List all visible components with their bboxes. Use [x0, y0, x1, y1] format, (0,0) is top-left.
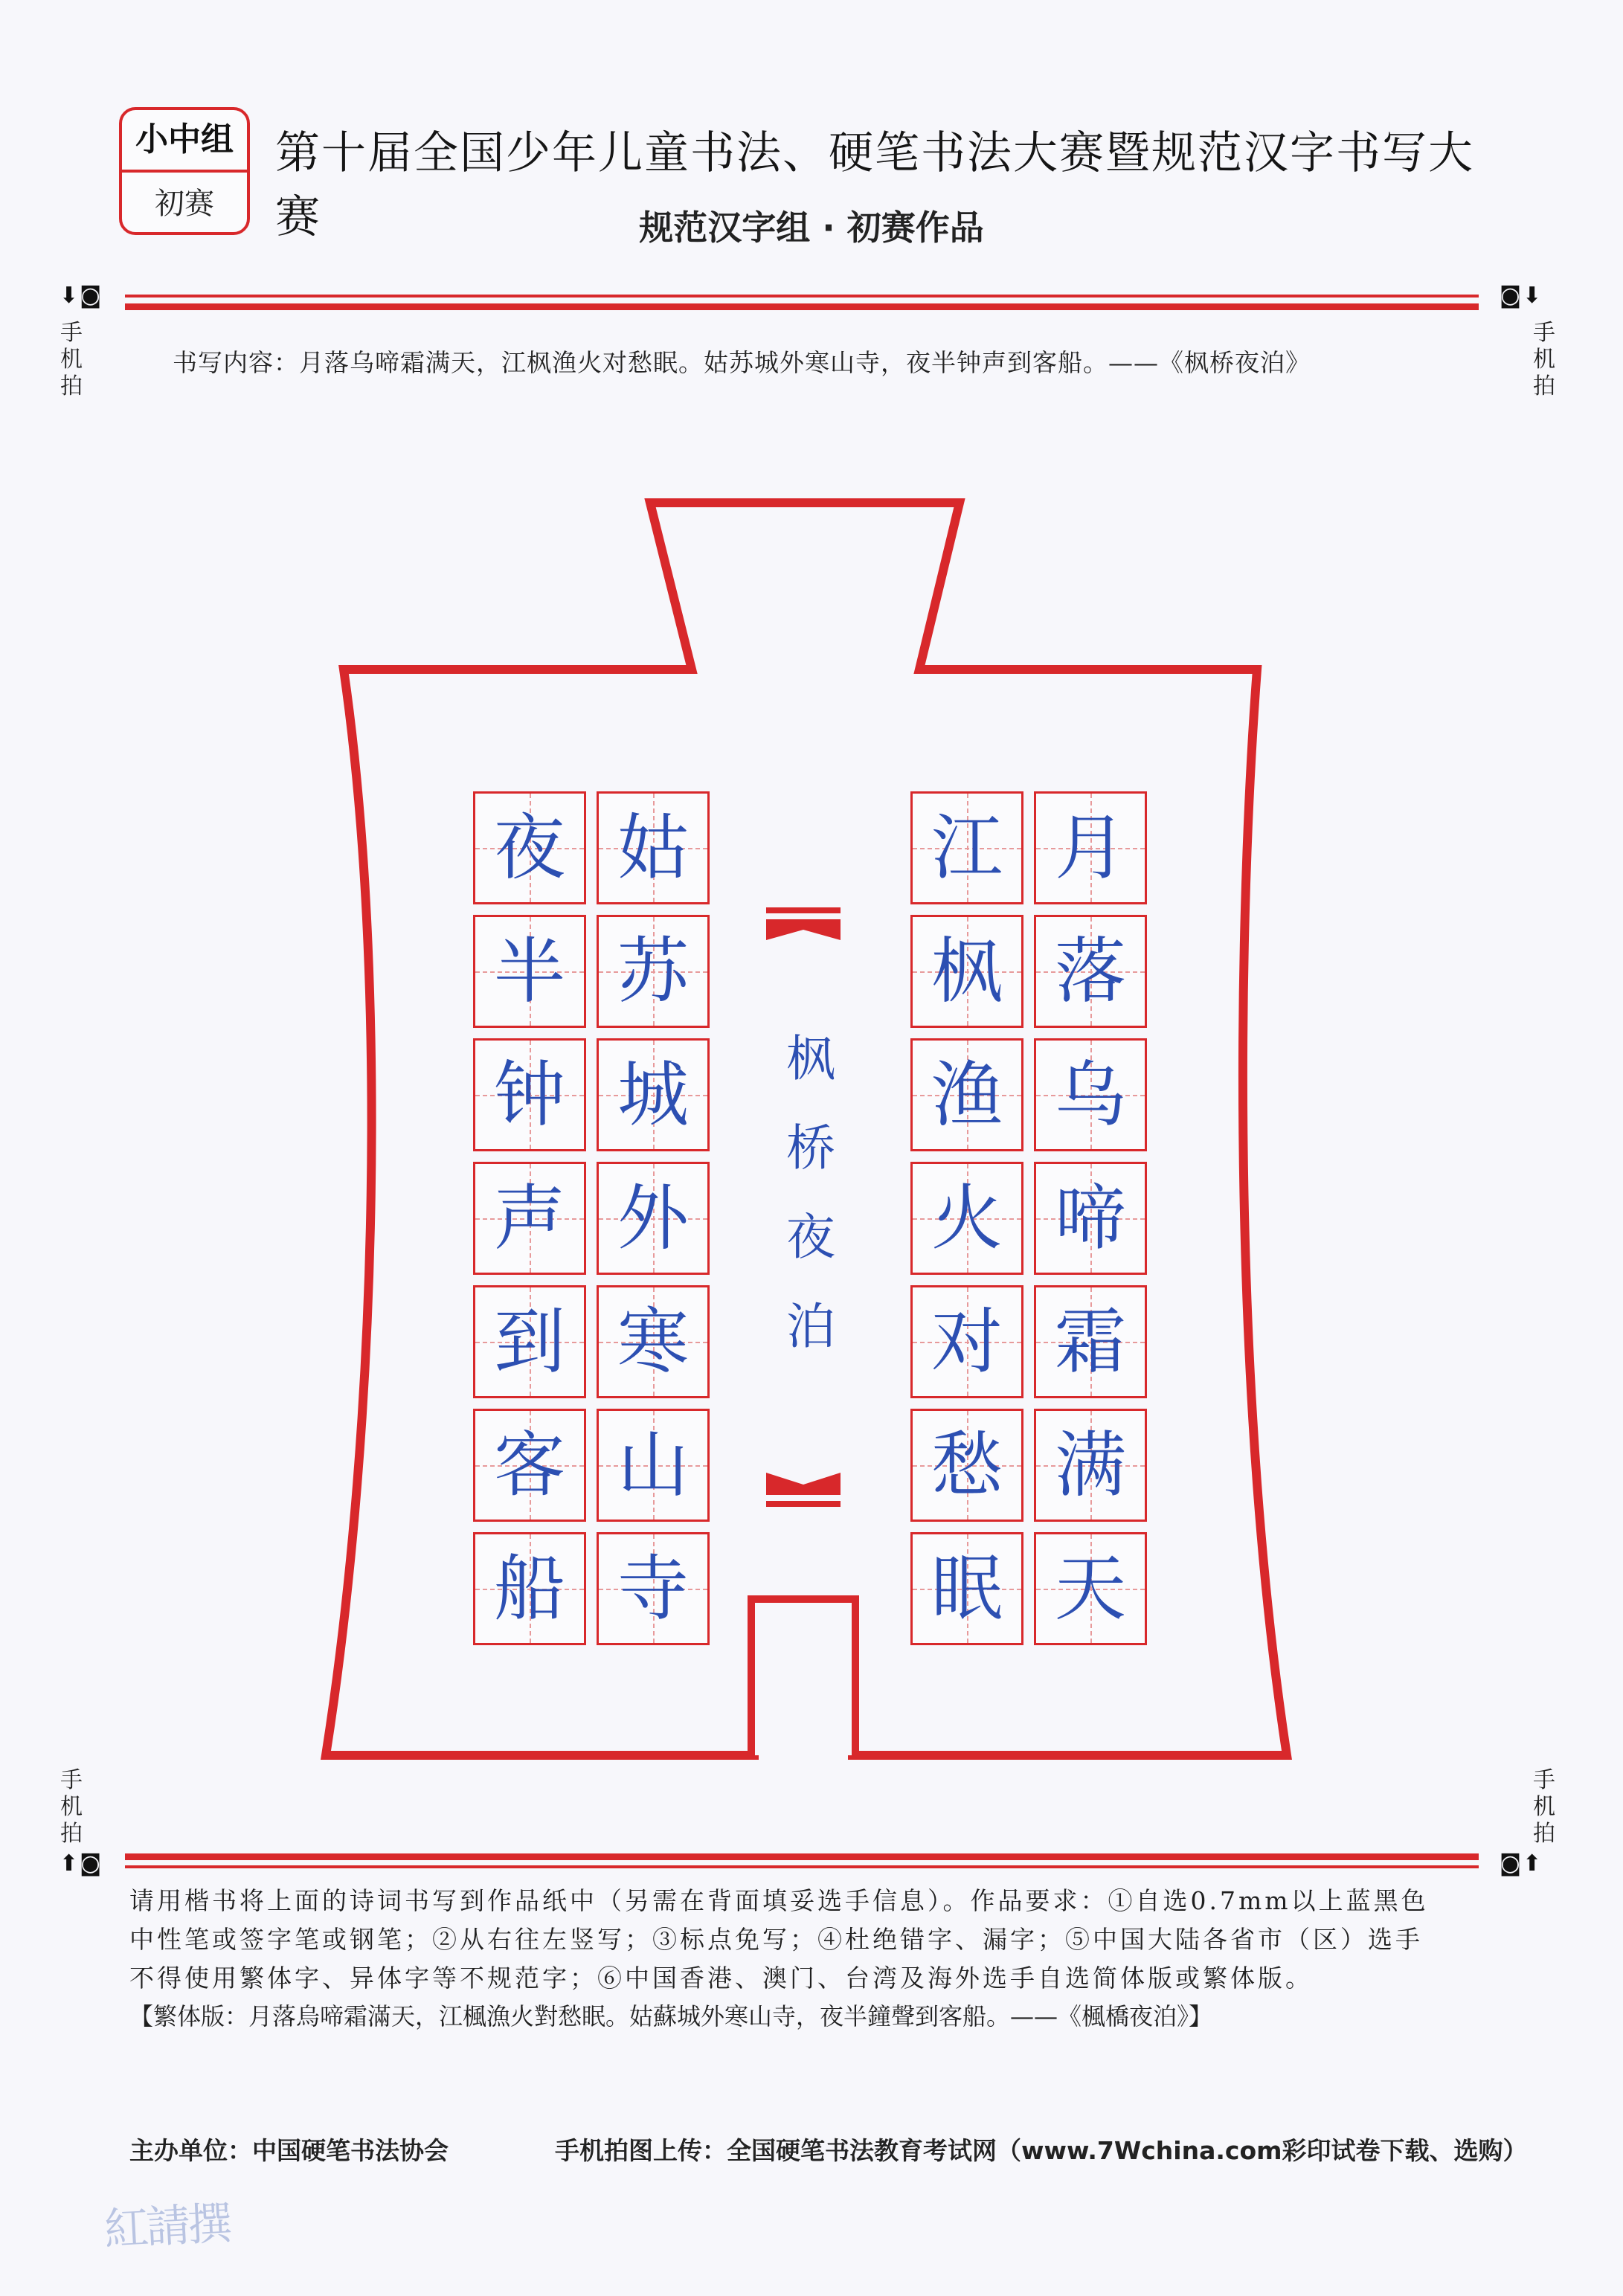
grid-cell	[1034, 1532, 1147, 1645]
handwritten-char: 霜	[1055, 1300, 1126, 1383]
handwritten-char: 到	[494, 1300, 565, 1383]
grid-cell	[473, 1285, 586, 1398]
handwritten-char: 月	[1055, 806, 1126, 890]
handwritten-char: 对	[931, 1300, 1003, 1383]
camera-up-icon-bl: ⬆◙	[60, 1850, 103, 1877]
handwritten-char: 客	[494, 1424, 565, 1507]
handwritten-char: 船	[494, 1547, 565, 1630]
grid-cell	[1034, 1409, 1147, 1522]
grid-cell	[597, 915, 710, 1028]
handwritten-char: 满	[1055, 1424, 1126, 1507]
upload-info: 手机拍图上传：全国硬笔书法教育考试网（www.7Wchina.com彩印试卷下载、选购）	[555, 2136, 1528, 2165]
grid-cell	[473, 1038, 586, 1151]
signature-stamp: 紅請撰	[103, 2197, 231, 2257]
grid-cell	[910, 1162, 1023, 1275]
stage-label: 初赛	[155, 187, 214, 221]
handwritten-char: 眠	[931, 1547, 1003, 1630]
grid-cell	[597, 1162, 710, 1275]
phone-photo-label-br: 手 机 拍	[1533, 1767, 1555, 1847]
handwritten-char: 寺	[617, 1547, 689, 1630]
handwritten-char: 城	[617, 1053, 689, 1136]
grid-cell	[597, 1409, 710, 1522]
grid-cell	[597, 1285, 710, 1398]
handwritten-char: 火	[931, 1177, 1003, 1260]
requirements-line-2: 中性笔或签字笔或钢笔；②从右往左竖写；③标点免写；④杜绝错字、漏字；⑤中国大陆各省市（区）选手	[129, 1925, 1423, 1954]
organizer: 主办单位：中国硬笔书法协会	[129, 2136, 449, 2165]
handwritten-char: 渔	[931, 1053, 1003, 1136]
camera-up-icon-br: ◙⬆	[1500, 1850, 1543, 1877]
grid-cell	[597, 791, 710, 904]
group-label: 小中组	[122, 110, 247, 173]
handwritten-char: 夜	[494, 806, 565, 890]
handwritten-char: 啼	[1055, 1177, 1126, 1260]
camera-down-icon-tl: ⬇◙	[60, 283, 103, 309]
camera-down-icon-tr: ◙⬇	[1500, 283, 1543, 309]
grid-cell	[910, 915, 1023, 1028]
traditional-version: 【繁体版：月落烏啼霜滿天，江楓漁火對愁眠。姑蘇城外寒山寺，夜半鐘聲到客船。——《楓橋夜泊》】	[129, 2002, 1213, 2030]
poem-title-char: 枫	[786, 1030, 835, 1087]
grid-cell	[597, 1532, 710, 1645]
grid-cell	[473, 1409, 586, 1522]
writing-content: 书写内容：月落乌啼霜满天，江枫渔火对愁眠。姑苏城外寒山寺，夜半钟声到客船。——《枫桥夜泊》	[173, 348, 1311, 377]
grid-cell	[1034, 915, 1147, 1028]
handwritten-char: 枫	[931, 930, 1003, 1013]
handwritten-char: 落	[1055, 930, 1126, 1013]
requirements-line-1: 请用楷书将上面的诗词书写到作品纸中（另需在背面填妥选手信息）。作品要求：①自选0.7mm以上蓝黑色	[129, 1886, 1429, 1915]
grid-cell	[473, 791, 586, 904]
handwritten-char: 钟	[494, 1053, 565, 1136]
grid-cell	[1034, 791, 1147, 904]
grid-cell	[1034, 1285, 1147, 1398]
handwritten-char: 声	[494, 1177, 565, 1260]
grid-cell	[910, 1285, 1023, 1398]
grid-cell	[910, 1532, 1023, 1645]
handwritten-char: 江	[931, 806, 1003, 890]
grid-cell	[473, 915, 586, 1028]
poem-title-char: 泊	[786, 1298, 835, 1355]
page-subtitle: 规范汉字组 · 初赛作品	[639, 208, 984, 248]
page-title: 第十届全国少年儿童书法、硬笔书法大赛暨规范汉字书写大赛	[275, 127, 1474, 243]
phone-photo-label-bl: 手 机 拍	[60, 1767, 83, 1847]
handwritten-char: 外	[617, 1177, 689, 1260]
grid-cell	[910, 1409, 1023, 1522]
grid-cell	[597, 1038, 710, 1151]
requirements-line-3: 不得使用繁体字、异体字等不规范字；⑥中国香港、澳门、台湾及海外选手自选简体版或繁体版。	[129, 1964, 1313, 1993]
grid-cell	[473, 1532, 586, 1645]
grid-cell	[910, 791, 1023, 904]
grid-cell	[910, 1038, 1023, 1151]
handwritten-char: 乌	[1055, 1053, 1126, 1136]
grid-cell	[473, 1162, 586, 1275]
handwritten-char: 寒	[617, 1300, 689, 1383]
title-bracket-bottom	[766, 1473, 841, 1507]
grid-cell	[1034, 1162, 1147, 1275]
handwritten-char: 半	[494, 930, 565, 1013]
poem-title-char: 桥	[786, 1119, 835, 1177]
handwritten-char: 天	[1055, 1547, 1126, 1630]
phone-photo-label-tr: 手 机 拍	[1533, 320, 1555, 399]
poem-title-char: 夜	[786, 1209, 835, 1266]
handwritten-char: 苏	[617, 930, 689, 1013]
phone-photo-label-tl: 手 机 拍	[60, 320, 83, 399]
handwritten-char: 愁	[931, 1424, 1003, 1507]
title-bracket-top	[766, 907, 841, 940]
grid-cell	[1034, 1038, 1147, 1151]
handwritten-char: 姑	[617, 806, 689, 890]
handwritten-char: 山	[617, 1424, 689, 1507]
